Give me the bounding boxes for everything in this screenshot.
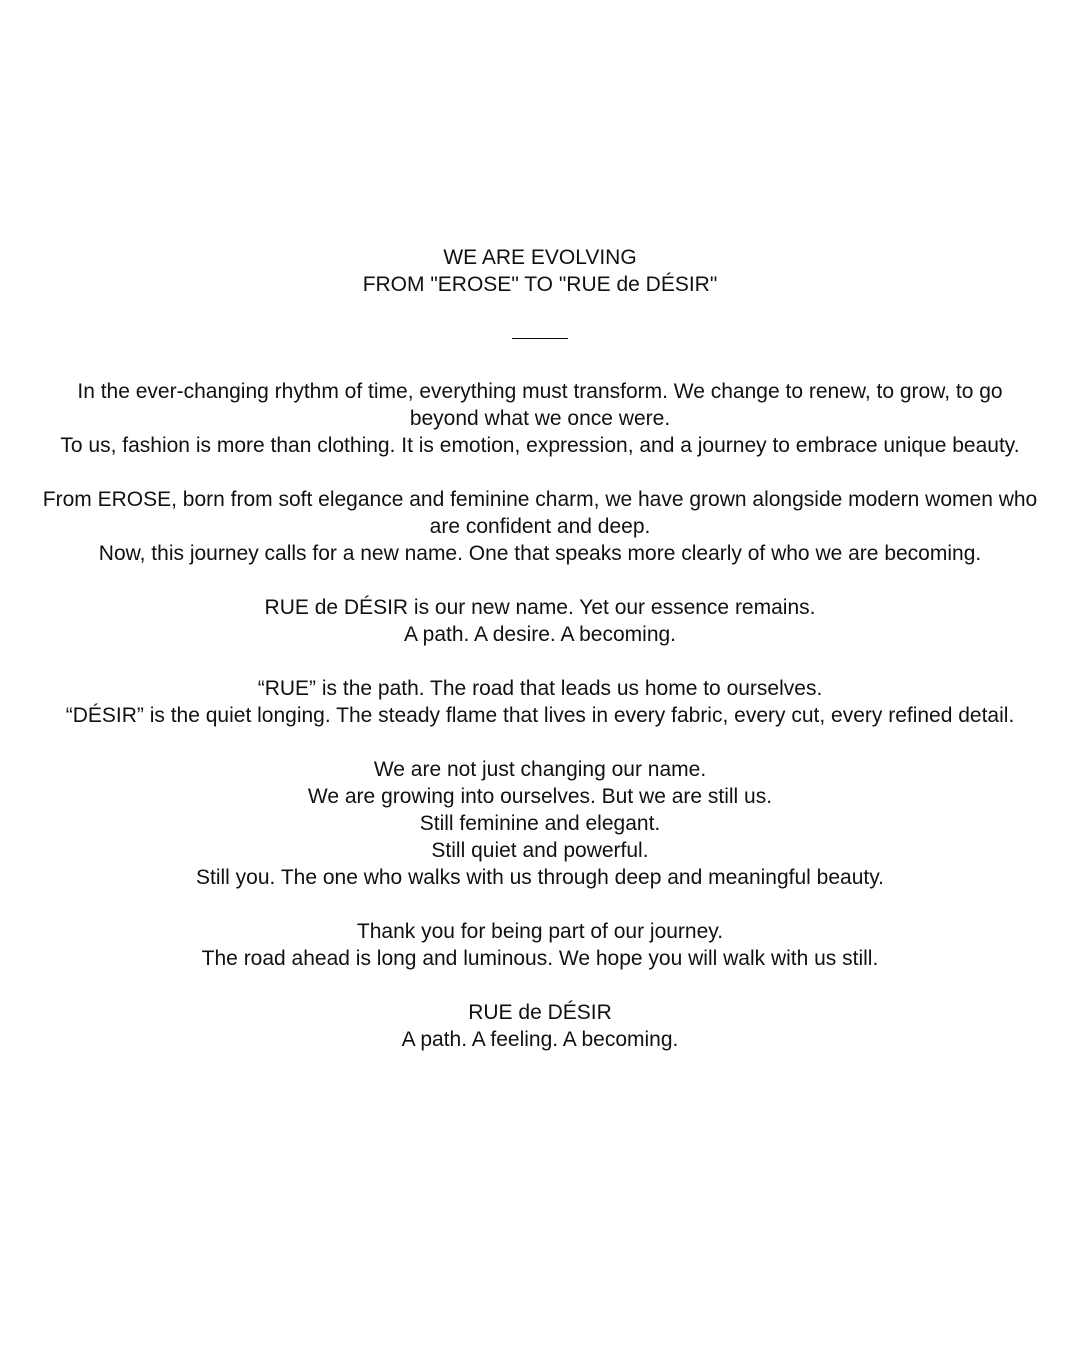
paragraph-line: Now, this journey calls for a new name. One that speaks more clearly of who we are becoming.: [98, 542, 982, 565]
divider: [512, 338, 568, 339]
paragraph-line: From EROSE, born from soft elegance and feminine charm, we have grown alongside modern women who are confident and deep.: [42, 488, 1038, 538]
paragraph-line: In the ever-changing rhythm of time, everything must transform. We change to renew, to grow, to go beyond what we once were.: [77, 380, 1003, 430]
announcement-body: [42, 378, 1038, 1053]
paragraph-meaning: [55, 675, 1025, 729]
paragraph-still-us: [55, 756, 1025, 891]
paragraph-line: The road ahead is long and luminous. We hope you will walk with us still.: [201, 947, 879, 970]
announcement: [0, 244, 1080, 1080]
paragraph-line: To us, fashion is more than clothing. It is emotion, expression, and a journey to embrace unique beauty.: [60, 434, 1020, 457]
header-line-2: FROM "EROSE" TO "RUE de DÉSIR": [362, 273, 718, 296]
paragraph-signature: [55, 999, 1025, 1053]
paragraph-new-name: [55, 594, 1025, 648]
paragraph-line: We are not just changing our name.: [373, 758, 707, 781]
announcement-header: [0, 244, 1080, 298]
paragraph-line: Still quiet and powerful.: [431, 839, 649, 862]
paragraph-line: RUE de DÉSIR is our new name. Yet our essence remains.: [264, 596, 816, 619]
paragraph-thank-you: [55, 918, 1025, 972]
signature-tagline: A path. A feeling. A becoming.: [401, 1028, 679, 1051]
paragraph-line: We are growing into ourselves. But we are still us.: [307, 785, 773, 808]
paragraph-line: “RUE” is the path. The road that leads us home to ourselves.: [257, 677, 823, 700]
signature-brand: RUE de DÉSIR: [468, 1001, 612, 1024]
paragraph-line: Still feminine and elegant.: [419, 812, 661, 835]
paragraph-origin: [40, 486, 1040, 567]
paragraph-line: A path. A desire. A becoming.: [403, 623, 677, 646]
paragraph-line: Still you. The one who walks with us through deep and meaningful beauty.: [196, 866, 884, 889]
paragraph-line: Thank you for being part of our journey.: [356, 920, 724, 943]
paragraph-line: “DÉSIR” is the quiet longing. The steady flame that lives in every fabric, every cut, every refined detail.: [65, 704, 1015, 727]
paragraph-transformation: [55, 378, 1025, 459]
header-line-1: WE ARE EVOLVING: [443, 246, 637, 269]
